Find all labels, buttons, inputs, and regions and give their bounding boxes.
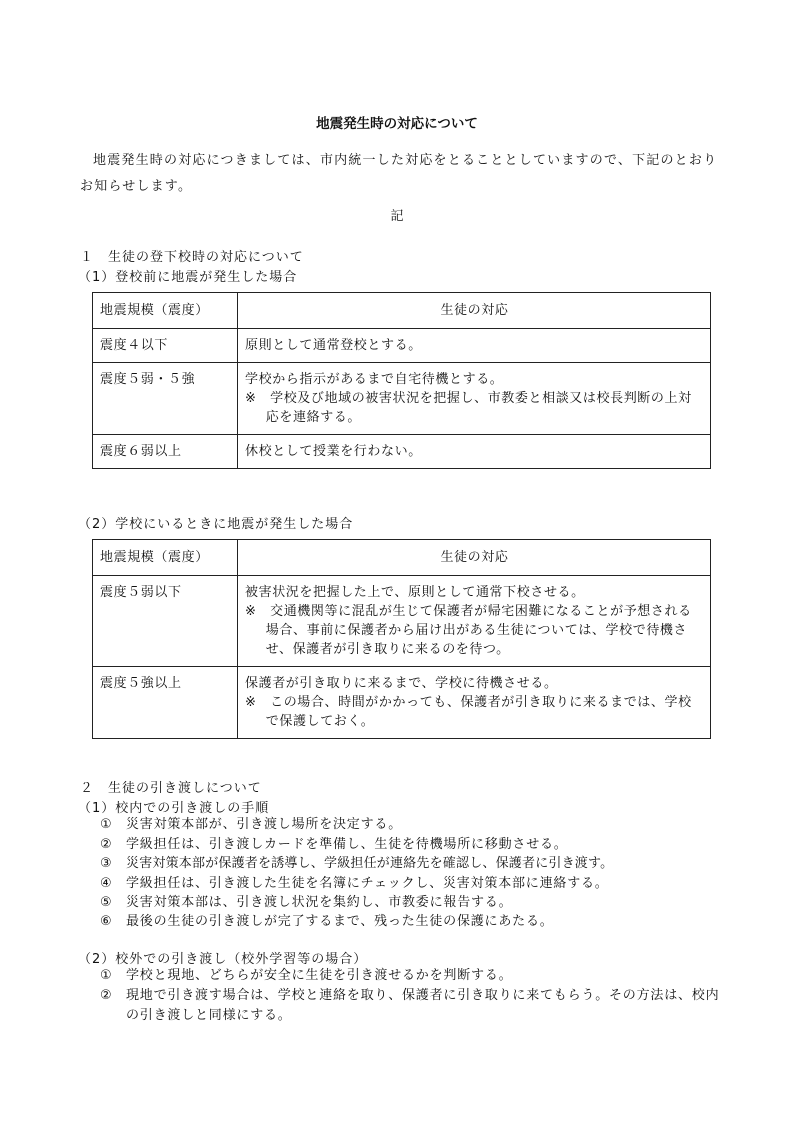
- cell-action: [238, 435, 711, 469]
- cell-action: [238, 363, 711, 435]
- cell-action: [238, 576, 711, 667]
- item-number: ②: [100, 837, 113, 852]
- table-before-school: [92, 292, 711, 469]
- section2-heading: ２ 生徒の引き渡しについて: [80, 781, 262, 796]
- item-number: ③: [100, 856, 113, 871]
- cell-scale: 震度４以下: [93, 329, 238, 363]
- action-text: 休校として授業を行わない。: [245, 444, 422, 459]
- action-text: 被害状況を把握した上で、原則として通常下校させる。: [245, 585, 585, 600]
- col-header-scale: 地震規模（震度）: [93, 293, 238, 329]
- cell-action: [238, 667, 711, 739]
- table-row: [93, 667, 711, 739]
- cell-action: [238, 329, 711, 363]
- item-number: ②: [100, 988, 113, 1003]
- item-text: 災害対策本部は、引き渡し状況を集約し、市教委に報告する。: [126, 895, 513, 910]
- item-number: ⑤: [100, 895, 113, 910]
- table-header-row: [93, 293, 711, 329]
- list-item: [100, 986, 720, 1026]
- item-text: 現地で引き渡す場合は、学校と連絡を取り、保護者に引き取りに来てもらう。その方法は、校内の引き渡しと同様にする。: [126, 988, 720, 1023]
- list-item: [100, 854, 720, 874]
- action-text: 保護者が引き取りに来るまで、学校に待機させる。: [245, 676, 558, 691]
- item-text: 学校と現地、どちらが安全に生徒を引き渡せるかを判断する。: [126, 968, 513, 983]
- table-header-row: [93, 540, 711, 576]
- cell-scale: 震度５弱以下: [93, 576, 238, 667]
- item-text: 災害対策本部が、引き渡し場所を決定する。: [126, 817, 403, 832]
- section2-sub1-heading: （1）校内での引き渡しの手順: [78, 801, 270, 816]
- item-number: ①: [100, 817, 113, 832]
- list-item: [100, 815, 720, 835]
- col-header-action: 生徒の対応: [238, 293, 711, 329]
- list-item: [100, 835, 720, 855]
- ki-marker: 記: [390, 209, 404, 224]
- section1-heading: １ 生徒の登下校時の対応について: [80, 250, 304, 265]
- table-at-school: [92, 539, 711, 739]
- table-row: [93, 576, 711, 667]
- table-row: [93, 329, 711, 363]
- section2-sub2-heading: （2）校外での引き渡し（校外学習等の場合）: [78, 952, 368, 967]
- item-text: 最後の生徒の引き渡しが完了するまで、残った生徒の保護にあたる。: [126, 914, 554, 929]
- action-note: ※ 学校及び地域の被害状況を把握し、市教委と相談又は校長判断の上対応を連絡する。: [245, 391, 692, 425]
- action-text: 学校から指示があるまで自宅待機とする。: [245, 372, 504, 387]
- cell-scale: 震度５強以上: [93, 667, 238, 739]
- col-header-action: 生徒の対応: [238, 540, 711, 576]
- item-number: ④: [100, 876, 113, 891]
- item-number: ①: [100, 968, 113, 983]
- item-number: ⑥: [100, 914, 113, 929]
- item-text: 学級担任は、引き渡した生徒を名簿にチェックし、災害対策本部に連絡する。: [126, 876, 609, 891]
- table-row: [93, 363, 711, 435]
- item-text: 学級担任は、引き渡しカードを準備し、生徒を待機場所に移動させる。: [126, 837, 568, 852]
- col-header-scale: 地震規模（震度）: [93, 540, 238, 576]
- list-item: [100, 966, 720, 986]
- list-item: [100, 893, 720, 913]
- cell-scale: 震度６弱以上: [93, 435, 238, 469]
- section1-sub1-heading: （1）登校前に地震が発生した場合: [78, 270, 298, 285]
- list-item: [100, 912, 720, 932]
- section1-sub2-heading: （2）学校にいるときに地震が発生した場合: [78, 517, 354, 532]
- action-note: ※ この場合、時間がかかっても、保護者が引き取りに来るまでは、学校で保護しておく。: [245, 695, 692, 729]
- item-text: 災害対策本部が保護者を誘導し、学級担任が連絡先を確認し、保護者に引き渡す。: [126, 856, 614, 871]
- action-note: ※ 交通機関等に混乱が生じて保護者が帰宅困難になることが予想される場合、事前に保護者から届け出がある生徒については、学校で待機させ、保護者が引き取りに来るのを待つ。: [245, 604, 692, 657]
- action-text: 原則として通常登校とする。: [245, 338, 422, 353]
- document-title: 地震発生時の対応について: [316, 116, 478, 132]
- intro-paragraph: 地震発生時の対応につきましては、市内統一した対応をとることとしていますので、下記のとおりお知らせします。: [80, 153, 718, 194]
- list-item: [100, 874, 720, 894]
- table-row: [93, 435, 711, 469]
- cell-scale: 震度５弱・５強: [93, 363, 238, 435]
